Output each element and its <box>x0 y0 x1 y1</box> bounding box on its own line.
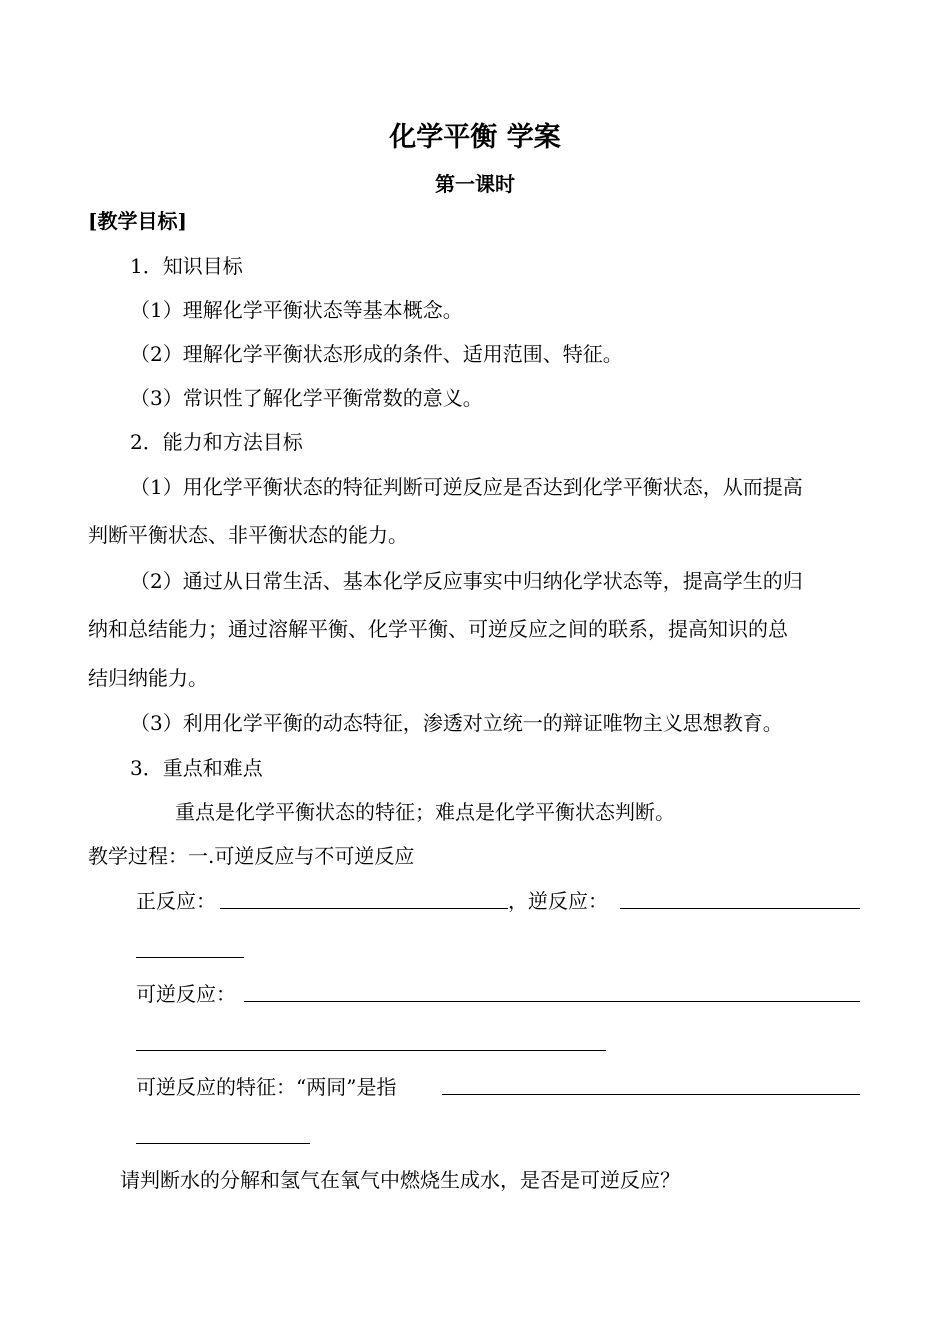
key-points-text: 重点是化学平衡状态的特征；难点是化学平衡状态判断。 <box>175 800 675 824</box>
forward-reaction-blank <box>220 908 508 909</box>
knowledge-heading: 1．知识目标 <box>130 254 243 278</box>
feature-label: 可逆反应的特征：“两同”是指 <box>136 1075 397 1099</box>
forward-reaction-label: 正反应： <box>136 889 216 913</box>
process-heading: 教学过程：一.可逆反应与不可逆反应 <box>88 844 415 868</box>
doc-title: 化学平衡 学案 <box>389 122 561 153</box>
question-text: 请判断水的分解和氢气在氧气中燃烧生成水，是否是可逆反应？ <box>120 1168 680 1192</box>
feature-blank-cont <box>136 1143 310 1144</box>
knowledge-item-2: （2）理解化学平衡状态形成的条件、适用范围、特征。 <box>130 342 623 366</box>
reversible-reaction-blank <box>244 1001 860 1002</box>
ability-item-2-line-3: 结归纳能力。 <box>88 666 208 690</box>
ability-item-1-line-1: （1）用化学平衡状态的特征判断可逆反应是否达到化学平衡状态，从而提高 <box>130 475 803 499</box>
ability-item-3: （3）利用化学平衡的动态特征，渗透对立统一的辩证唯物主义思想教育。 <box>130 711 783 735</box>
reverse-reaction-label: ，逆反应： <box>508 889 608 913</box>
ability-item-2-line-1: （2）通过从日常生活、基本化学反应事实中归纳化学状态等，提高学生的归 <box>130 569 803 593</box>
reversible-reaction-label: 可逆反应： <box>136 982 236 1006</box>
knowledge-item-1: （1）理解化学平衡状态等基本概念。 <box>130 298 463 322</box>
ability-item-1-line-2: 判断平衡状态、非平衡状态的能力。 <box>88 523 408 547</box>
ability-heading: 2．能力和方法目标 <box>130 430 303 454</box>
ability-item-2-line-2: 纳和总结能力；通过溶解平衡、化学平衡、可逆反应之间的联系，提高知识的总 <box>88 617 788 641</box>
section-heading: [教学目标] <box>88 209 187 233</box>
reverse-reaction-blank <box>620 908 860 909</box>
reverse-reaction-blank-cont <box>136 957 244 958</box>
knowledge-item-3: （3）常识性了解化学平衡常数的意义。 <box>130 386 483 410</box>
reversible-reaction-blank-cont <box>136 1050 606 1051</box>
key-points-heading: 3．重点和难点 <box>130 756 263 780</box>
doc-subtitle: 第一课时 <box>435 172 515 196</box>
feature-blank <box>442 1094 860 1095</box>
